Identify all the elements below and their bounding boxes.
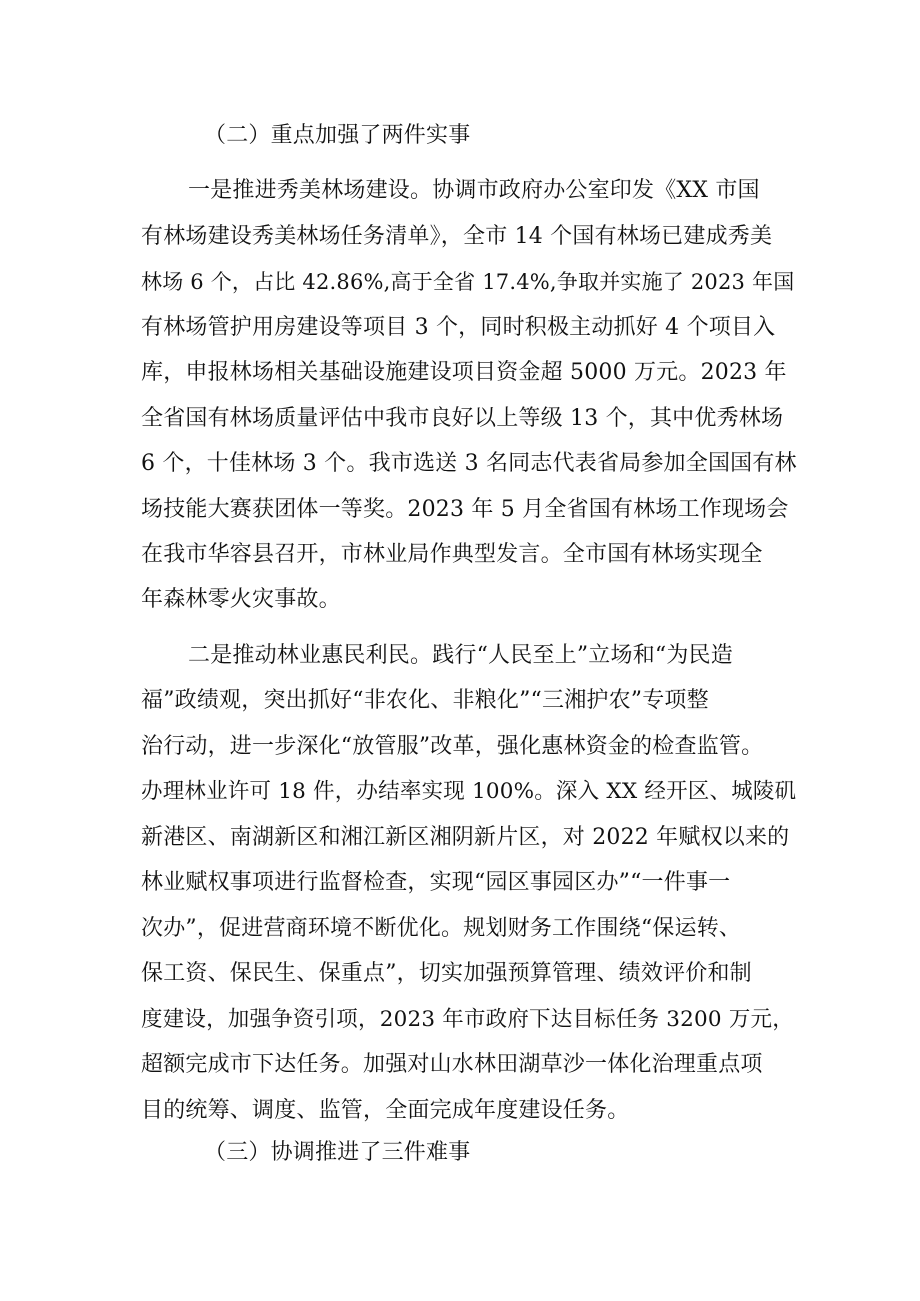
paragraph-line: 福”政绩观，突出抓好“非农化、非粮化”“三湘护农”专项整	[141, 688, 709, 713]
paragraph-line: 有林场管护用房建设等项目 3 个，同时积极主动抓好 4 个项目入	[141, 315, 776, 340]
paragraph-line: 治行动，进一步深化“放管服”改革，强化惠林资金的检查监管。	[141, 734, 764, 759]
paragraph-line: 在我市华容县召开，市林业局作典型发言。全市国有林场实现全	[141, 542, 763, 567]
paragraph-line: 林场 6 个，占比 42.86%,高于全省 17.4%,争取并实施了 2023 年国	[141, 270, 795, 294]
paragraph-line: 次办”，促进营商环境不断优化。规划财务工作围绕“保运转、	[141, 916, 742, 941]
paragraph-line: 保工资、保民生、保重点”，切实加强预算管理、绩效评价和制	[141, 961, 752, 986]
paragraph-line: 超额完成市下达任务。加强对山水林田湖草沙一体化治理重点项	[141, 1052, 763, 1077]
paragraph-line: 一是推进秀美林场建设。协调市政府办公室印发《XX 市国	[188, 178, 760, 203]
paragraph-line: 有林场建设秀美林场任务清单》，全市 14 个国有林场已建成秀美	[141, 224, 773, 249]
paragraph-line: 年森林零火灾事故。	[141, 587, 341, 612]
section-heading-three: （三）协调推进了三件难事	[204, 1140, 471, 1165]
paragraph-line: 度建设，加强争资引项，2023 年市政府下达目标任务 3200 万元，	[141, 1007, 794, 1032]
paragraph-line: 林业赋权事项进行监督检查，实现“园区事园区办”“一件事一	[141, 870, 731, 895]
paragraph-line: 新港区、南湖新区和湘江新区湘阴新片区，对 2022 年赋权以来的	[141, 825, 790, 850]
paragraph-line: 6 个，十佳林场 3 个。我市选送 3 名同志代表省局参加全国国有林	[141, 451, 797, 476]
paragraph-line: 办理林业许可 18 件，办结率实现 100%。深入 XX 经开区、城陵矶	[141, 779, 797, 804]
paragraph-line: 目的统筹、调度、监管，全面完成年度建设任务。	[141, 1098, 630, 1123]
paragraph-line: 二是推动林业惠民利民。践行“人民至上”立场和“为民造	[188, 643, 733, 668]
section-heading-two: （二）重点加强了两件实事	[204, 123, 471, 148]
paragraph-line: 库，申报林场相关基础设施建设项目资金超 5000 万元。2023 年	[141, 360, 787, 385]
paragraph-line: 全省国有林场质量评估中我市良好以上等级 13 个，其中优秀林场	[141, 406, 784, 431]
paragraph-line: 场技能大赛获团体一等奖。2023 年 5 月全省国有林场工作现场会	[141, 497, 789, 522]
